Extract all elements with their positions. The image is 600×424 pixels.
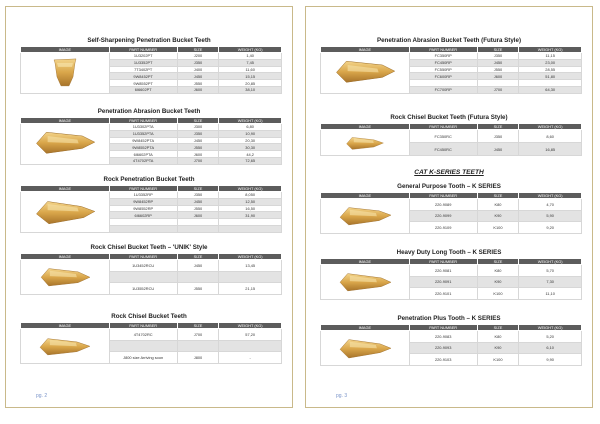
header-part: PART NUMBER bbox=[109, 47, 177, 53]
section-title: Heavy Duty Long Tooth – K SERIES bbox=[396, 249, 502, 256]
cell-part: 4T4702PTA bbox=[109, 157, 177, 164]
cell-weight: 12,50 bbox=[219, 198, 282, 205]
table-row bbox=[321, 53, 582, 60]
header-weight: WEIGHT (KG) bbox=[219, 118, 282, 124]
section-title: Rock Penetration Bucket Teeth bbox=[103, 176, 195, 183]
cell-size: K90 bbox=[477, 342, 519, 354]
cell-part: FC450RC bbox=[409, 143, 477, 156]
cell-size: J450 bbox=[477, 59, 519, 66]
cell-part: 220-9093 bbox=[409, 342, 477, 354]
cell-part: FC600RP bbox=[409, 73, 477, 80]
cell-weight: 11,15 bbox=[519, 53, 582, 60]
cell-part: FC350RP bbox=[409, 53, 477, 60]
product-section bbox=[306, 114, 592, 152]
cell-size: J350 bbox=[477, 130, 519, 143]
cell-part: 220-9081 bbox=[409, 265, 477, 277]
header-size: SIZE bbox=[177, 47, 219, 53]
table-row bbox=[21, 260, 282, 272]
table-row bbox=[321, 199, 582, 211]
cell-part: 6I6602PTA bbox=[109, 151, 177, 158]
header-size: SIZE bbox=[177, 254, 219, 260]
cell-size: J700 bbox=[477, 86, 519, 93]
cell-size: J700 bbox=[177, 157, 219, 164]
section-title: General Purpose Tooth – K SERIES bbox=[397, 183, 501, 190]
product-section bbox=[6, 37, 292, 93]
cell-weight: 6,10 bbox=[519, 342, 582, 354]
cell-part: 220-9089 bbox=[409, 199, 477, 211]
header-size: SIZE bbox=[477, 124, 519, 130]
cell-part: 1U3302PTA bbox=[109, 124, 177, 131]
header-weight: WEIGHT (KG) bbox=[519, 259, 582, 265]
cell-size: J600 bbox=[177, 212, 219, 219]
product-section bbox=[306, 249, 592, 296]
header-part: PART NUMBER bbox=[109, 186, 177, 192]
cell-weight: 4,70 bbox=[519, 199, 582, 211]
header-image: IMAGE bbox=[321, 47, 410, 53]
cell-part: FC350RC bbox=[409, 130, 477, 143]
header-weight: WEIGHT (KG) bbox=[519, 47, 582, 53]
header-weight: WEIGHT (KG) bbox=[219, 254, 282, 260]
cell-part: 220-9083 bbox=[409, 331, 477, 343]
section-title: Rock Chisel Bucket Teeth bbox=[111, 313, 187, 320]
cell-part: 9W8552PTA bbox=[109, 144, 177, 151]
cell-size: K100 bbox=[477, 222, 519, 234]
cell-part: 1U3352PTA bbox=[109, 130, 177, 137]
parts-table bbox=[320, 324, 582, 366]
cell-weight: 51,80 bbox=[519, 73, 582, 80]
cell-weight: 57,20 bbox=[219, 329, 282, 341]
header-image: IMAGE bbox=[21, 186, 110, 192]
header-size: SIZE bbox=[477, 47, 519, 53]
table-row bbox=[21, 329, 282, 341]
cell-weight: 8,050 bbox=[219, 192, 282, 199]
cell-part: 220-9101 bbox=[409, 288, 477, 300]
cell-part: 7T3402PT bbox=[109, 66, 177, 73]
cell-size: K90 bbox=[477, 210, 519, 222]
cell-size bbox=[177, 340, 219, 352]
cell-size: J600 bbox=[177, 151, 219, 158]
cell-weight: 64,30 bbox=[519, 86, 582, 93]
header-part: PART NUMBER bbox=[409, 47, 477, 53]
cell-size: J350 bbox=[477, 53, 519, 60]
header-part: PART NUMBER bbox=[409, 124, 477, 130]
cell-weight: 16,85 bbox=[519, 143, 582, 156]
cell-part: 220-9103 bbox=[409, 354, 477, 366]
cell-part: 6I6602PT bbox=[109, 86, 177, 93]
cell-size: J350 bbox=[177, 130, 219, 137]
section-title: Self-Sharpening Penetration Bucket Teeth bbox=[87, 37, 211, 44]
cell-part: 9W8552RP bbox=[109, 205, 177, 212]
header-part: PART NUMBER bbox=[109, 254, 177, 260]
header-image: IMAGE bbox=[321, 193, 410, 199]
cell-size: J550 bbox=[177, 205, 219, 212]
cell-size: J550 bbox=[177, 80, 219, 87]
cell-weight bbox=[219, 219, 282, 226]
header-weight: WEIGHT (KG) bbox=[219, 323, 282, 329]
tooth-image bbox=[321, 130, 410, 156]
product-section bbox=[6, 176, 292, 218]
cell-size: J550 bbox=[177, 144, 219, 151]
cell-size: J450 bbox=[177, 137, 219, 144]
section-title: Rock Chisel Bucket Teeth – 'UNIK' Style bbox=[90, 244, 208, 251]
parts-table bbox=[20, 46, 282, 94]
product-section bbox=[306, 169, 592, 177]
cell-weight: 10,90 bbox=[219, 130, 282, 137]
cell-size: J550 bbox=[477, 66, 519, 73]
table-row bbox=[21, 53, 282, 60]
cell-weight bbox=[219, 225, 282, 232]
header-size: SIZE bbox=[477, 259, 519, 265]
header-size: SIZE bbox=[177, 186, 219, 192]
cell-weight bbox=[219, 340, 282, 352]
header-part: PART NUMBER bbox=[409, 325, 477, 331]
cell-part: 9W8452PT bbox=[109, 73, 177, 80]
table-row bbox=[321, 130, 582, 143]
page-number: pg. 3 bbox=[336, 393, 348, 399]
cell-weight: 11,10 bbox=[519, 288, 582, 300]
cell-weight: - bbox=[219, 352, 282, 364]
cell-part: 9W8452PTA bbox=[109, 137, 177, 144]
product-section bbox=[6, 313, 292, 360]
cell-part: 220-9091 bbox=[409, 276, 477, 288]
cell-weight: 20,30 bbox=[219, 137, 282, 144]
parts-table bbox=[320, 258, 582, 300]
cell-part: J800 size Arriving soon bbox=[109, 352, 177, 364]
table-row bbox=[321, 331, 582, 343]
cell-size: J200 bbox=[177, 53, 219, 60]
product-section bbox=[6, 244, 292, 291]
cell-part: 1U3202PT bbox=[109, 53, 177, 60]
cell-part bbox=[109, 271, 177, 283]
header-size: SIZE bbox=[477, 193, 519, 199]
cell-part bbox=[109, 219, 177, 226]
cell-weight: 1,40 bbox=[219, 53, 282, 60]
header-weight: WEIGHT (KG) bbox=[519, 193, 582, 199]
tooth-image bbox=[21, 192, 110, 233]
cell-size: J450 bbox=[177, 73, 219, 80]
table-row bbox=[21, 124, 282, 131]
section-title: Penetration Abrasion Bucket Teeth bbox=[97, 108, 201, 115]
cell-weight: 38,10 bbox=[219, 86, 282, 93]
cell-part bbox=[109, 225, 177, 232]
cell-weight: 72,65 bbox=[219, 157, 282, 164]
tooth-image bbox=[21, 260, 110, 295]
cell-part: 1U3352PT bbox=[109, 59, 177, 66]
parts-table bbox=[20, 117, 282, 165]
header-image: IMAGE bbox=[21, 323, 110, 329]
cell-weight: 15,15 bbox=[219, 73, 282, 80]
tooth-image bbox=[321, 331, 410, 366]
header-part: PART NUMBER bbox=[109, 323, 177, 329]
cell-size: J450 bbox=[177, 198, 219, 205]
header-image: IMAGE bbox=[21, 254, 110, 260]
header-image: IMAGE bbox=[21, 118, 110, 124]
cell-size: J600 bbox=[477, 73, 519, 80]
cell-size: J450 bbox=[477, 143, 519, 156]
cell-weight: 44,2 bbox=[219, 151, 282, 158]
cell-weight: 11,60 bbox=[219, 66, 282, 73]
parts-table bbox=[320, 123, 582, 156]
cell-weight: 9,20 bbox=[519, 222, 582, 234]
tooth-image bbox=[21, 329, 110, 364]
header-image: IMAGE bbox=[21, 47, 110, 53]
cell-weight: 23,00 bbox=[519, 59, 582, 66]
cell-part: FC450RP bbox=[409, 59, 477, 66]
cell-part: 1U3452RCU bbox=[109, 260, 177, 272]
cell-size bbox=[177, 271, 219, 283]
cell-part bbox=[109, 340, 177, 352]
tooth-image bbox=[321, 199, 410, 234]
page-number: pg. 2 bbox=[36, 393, 48, 399]
cell-part: 220-9099 bbox=[409, 210, 477, 222]
cell-size bbox=[177, 219, 219, 226]
cell-part: 1U3352RP bbox=[109, 192, 177, 199]
header-size: SIZE bbox=[177, 323, 219, 329]
cell-size bbox=[177, 225, 219, 232]
header-size: SIZE bbox=[177, 118, 219, 124]
header-image: IMAGE bbox=[321, 259, 410, 265]
cell-weight: 5,20 bbox=[519, 331, 582, 343]
header-part: PART NUMBER bbox=[409, 259, 477, 265]
cell-weight bbox=[519, 80, 582, 87]
cell-weight: 28,55 bbox=[519, 66, 582, 73]
cell-weight: 5,70 bbox=[519, 265, 582, 277]
cell-weight: 9,90 bbox=[519, 354, 582, 366]
cell-part: FC700RP bbox=[409, 86, 477, 93]
parts-table bbox=[320, 46, 582, 94]
cell-weight: 31,90 bbox=[219, 212, 282, 219]
product-section bbox=[306, 183, 592, 230]
header-image: IMAGE bbox=[321, 124, 410, 130]
section-title: Rock Chisel Bucket Teeth (Futura Style) bbox=[390, 114, 508, 121]
cell-part: 1U3552RCU bbox=[109, 283, 177, 295]
section-title: Penetration Plus Tooth – K SERIES bbox=[397, 315, 501, 322]
tooth-image bbox=[21, 124, 110, 165]
cell-weight: 5,90 bbox=[519, 210, 582, 222]
cell-weight bbox=[219, 271, 282, 283]
cell-size: J300 bbox=[177, 124, 219, 131]
cell-size: J350 bbox=[177, 192, 219, 199]
cell-size: J700 bbox=[177, 329, 219, 341]
parts-table bbox=[320, 192, 582, 234]
product-section bbox=[306, 315, 592, 362]
table-row bbox=[21, 192, 282, 199]
cell-weight: 21,15 bbox=[219, 283, 282, 295]
tooth-image bbox=[321, 265, 410, 300]
catalog-page-right bbox=[305, 6, 593, 408]
header-weight: WEIGHT (KG) bbox=[219, 47, 282, 53]
cell-weight: 20,85 bbox=[219, 80, 282, 87]
cell-part: 220-9109 bbox=[409, 222, 477, 234]
header-size: SIZE bbox=[477, 325, 519, 331]
header-weight: WEIGHT (KG) bbox=[519, 124, 582, 130]
catalog-page-left bbox=[5, 6, 293, 408]
header-weight: WEIGHT (KG) bbox=[519, 325, 582, 331]
cell-weight: 7,30 bbox=[519, 276, 582, 288]
header-part: PART NUMBER bbox=[409, 193, 477, 199]
tooth-image bbox=[21, 53, 110, 94]
tooth-image bbox=[321, 53, 410, 94]
table-row bbox=[321, 265, 582, 277]
cell-size: K90 bbox=[477, 276, 519, 288]
cell-part: 4T4702RC bbox=[109, 329, 177, 341]
cell-part: 6I6602RP bbox=[109, 212, 177, 219]
cell-part bbox=[409, 80, 477, 87]
cell-size: K80 bbox=[477, 331, 519, 343]
cell-size bbox=[477, 80, 519, 87]
header-image: IMAGE bbox=[321, 325, 410, 331]
cell-part: FC550RP bbox=[409, 66, 477, 73]
product-section bbox=[6, 108, 292, 164]
cell-size: J400 bbox=[177, 66, 219, 73]
cell-weight: 6,80 bbox=[219, 124, 282, 131]
cell-size: J800 bbox=[177, 352, 219, 364]
cell-size: J600 bbox=[177, 86, 219, 93]
header-weight: WEIGHT (KG) bbox=[219, 186, 282, 192]
cell-part: 9W8452RP bbox=[109, 198, 177, 205]
cell-part: 9W8552PT bbox=[109, 80, 177, 87]
parts-table bbox=[20, 185, 282, 233]
cell-weight: 7,45 bbox=[219, 59, 282, 66]
cell-weight: 8,60 bbox=[519, 130, 582, 143]
cell-weight: 16,50 bbox=[219, 205, 282, 212]
header-part: PART NUMBER bbox=[109, 118, 177, 124]
cell-weight: 13,45 bbox=[219, 260, 282, 272]
cell-size: K100 bbox=[477, 288, 519, 300]
parts-table bbox=[20, 322, 282, 364]
cell-size: J550 bbox=[177, 283, 219, 295]
section-title: CAT K-SERIES TEETH bbox=[414, 169, 484, 176]
section-title: Penetration Abrasion Bucket Teeth (Futura Style) bbox=[376, 37, 522, 44]
cell-weight: 30,30 bbox=[219, 144, 282, 151]
parts-table bbox=[20, 253, 282, 295]
cell-size: K80 bbox=[477, 265, 519, 277]
cell-size: K100 bbox=[477, 354, 519, 366]
cell-size: K80 bbox=[477, 199, 519, 211]
product-section bbox=[306, 37, 592, 93]
cell-size: J450 bbox=[177, 260, 219, 272]
cell-size: J350 bbox=[177, 59, 219, 66]
